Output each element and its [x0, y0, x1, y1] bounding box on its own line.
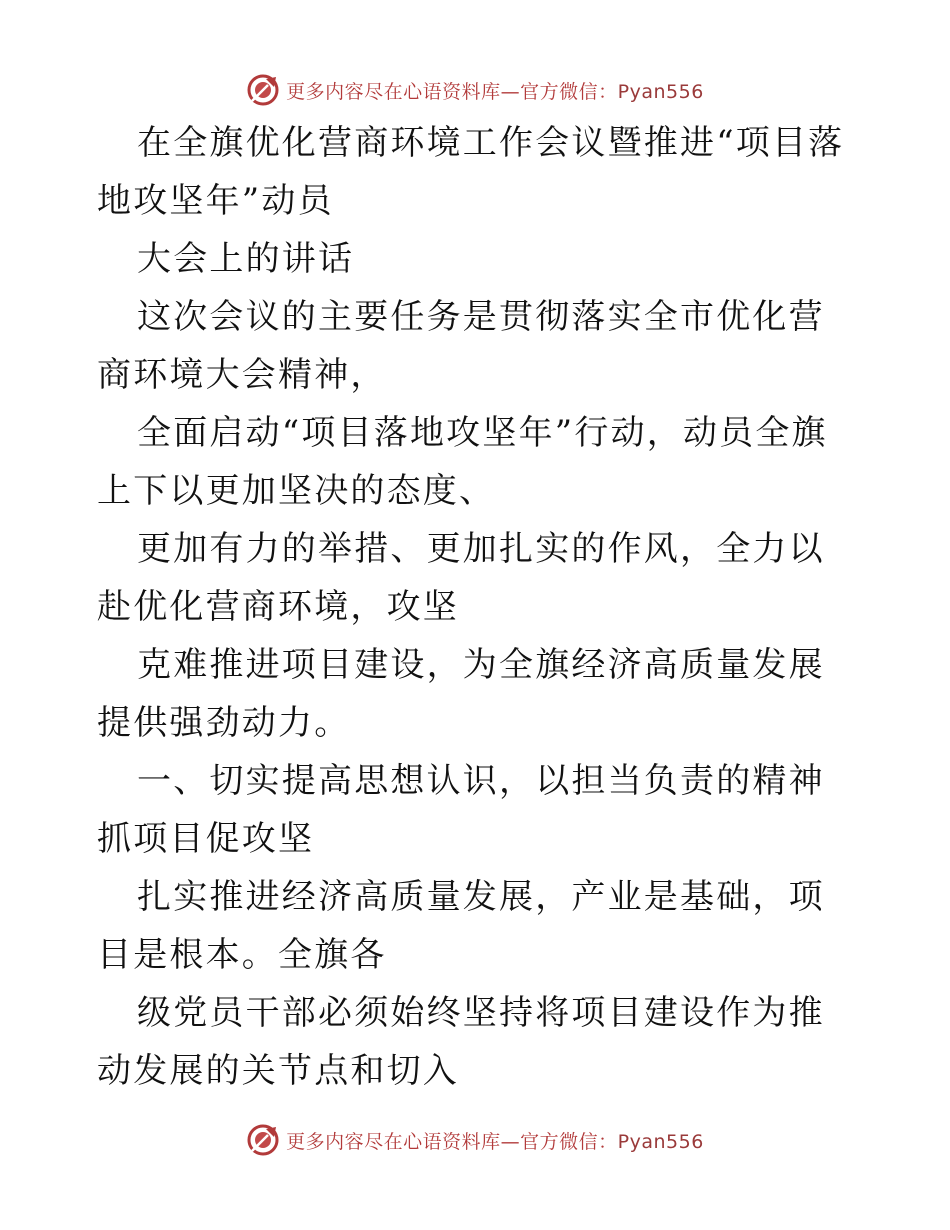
watermark-text: 更多内容尽在心语资料库—官方微信：Pyan556 — [286, 1130, 704, 1153]
section-heading: 一、切实提高思想认识，以担当负责的精神抓项目促攻坚 — [97, 761, 825, 859]
document-body — [97, 114, 857, 1100]
wechat-id: Pyan556 — [617, 1130, 704, 1153]
watermark-text: 更多内容尽在心语资料库—官方微信：Pyan556 — [286, 80, 704, 103]
paragraph: 扎实推进经济高质量发展，产业是基础，项目是根本。全旗各 — [97, 877, 825, 975]
pen-circle-logo-icon — [246, 73, 280, 107]
paragraph: 克难推进项目建设，为全旗经济高质量发展提供强劲动力。 — [97, 645, 825, 743]
paragraph: 在全旗优化营商环境工作会议暨推进“项目落地攻坚年”动员 — [97, 123, 845, 221]
wechat-id: Pyan556 — [617, 80, 704, 103]
pen-circle-logo-icon — [246, 1123, 280, 1157]
paragraph: 更加有力的举措、更加扎实的作风，全力以赴优化营商环境，攻坚 — [97, 529, 825, 627]
header-watermark — [0, 70, 950, 110]
paragraph: 这次会议的主要任务是贯彻落实全市优化营商环境大会精神， — [97, 297, 825, 395]
paragraph: 全面启动“项目落地攻坚年”行动，动员全旗上下以更加坚决的态度、 — [97, 413, 828, 511]
paragraph: 级党员干部必须始终坚持将项目建设作为推动发展的关节点和切入 — [97, 993, 825, 1091]
paragraph: 大会上的讲话 — [137, 239, 355, 279]
footer-watermark — [0, 1120, 950, 1160]
